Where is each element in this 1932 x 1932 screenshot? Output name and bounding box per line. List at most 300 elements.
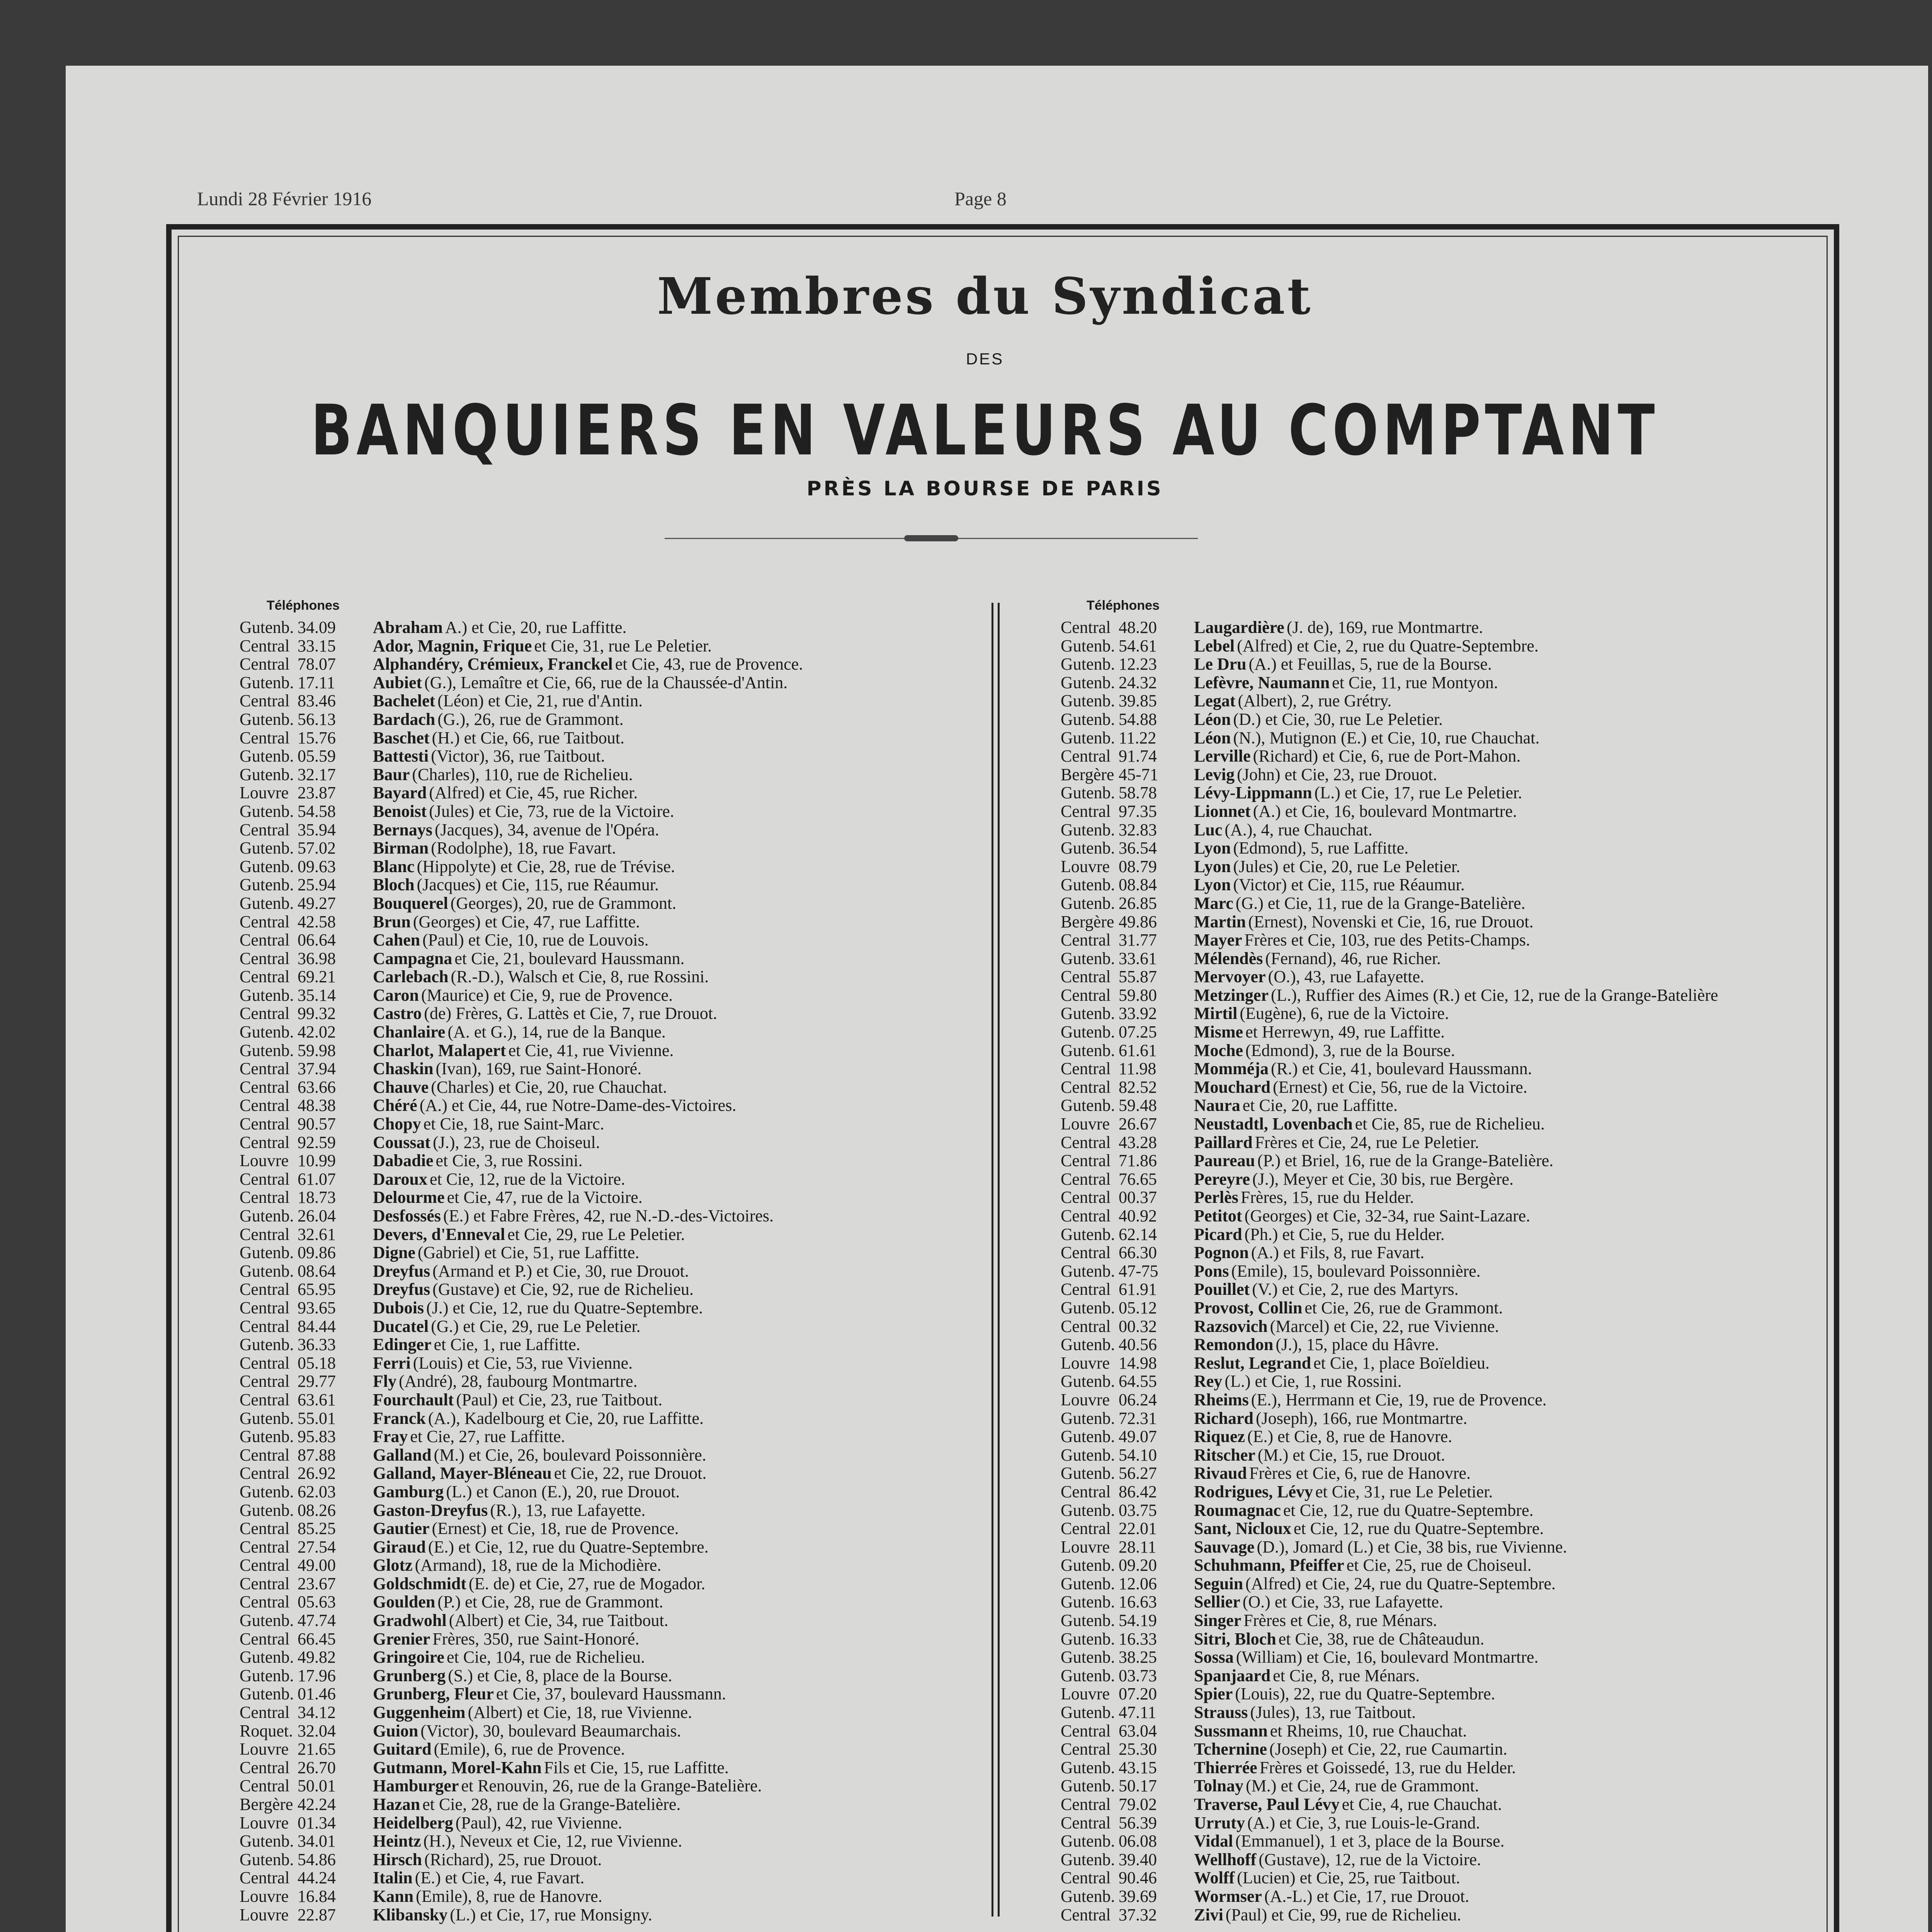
- member-row: [1061, 618, 1795, 637]
- exchange-name: Gutenb.: [1061, 655, 1115, 674]
- member-address: (D.) et Cie, 30, rue Le Peletier.: [1233, 709, 1443, 729]
- phone-number: 06.08: [1119, 1832, 1157, 1851]
- phone-number: 93.65: [298, 1298, 336, 1317]
- member-row: [1061, 1703, 1795, 1722]
- phone-number: 05.12: [1119, 1298, 1157, 1317]
- phone-number: 23.87: [298, 783, 336, 803]
- phone-number: 09.63: [298, 857, 336, 876]
- exchange-name: Gutenb.: [1061, 1611, 1115, 1630]
- member-name: Misme: [1194, 1022, 1243, 1042]
- member-row: [1061, 1648, 1795, 1667]
- member-row: [240, 1041, 974, 1060]
- member-address: et Cie, 26, rue de Grammont.: [1304, 1298, 1503, 1317]
- member-name: Chauve: [373, 1077, 429, 1097]
- member-entry: [373, 1740, 625, 1759]
- member-name: Grenier: [373, 1629, 430, 1648]
- member-name: Baschet: [373, 728, 430, 747]
- member-address: (A.), Kadelbourg et Cie, 20, rue Laffitte.: [428, 1408, 704, 1428]
- member-name: Fourchault: [373, 1390, 454, 1409]
- member-address: (Ivan), 169, rue Saint-Honoré.: [435, 1059, 642, 1078]
- exchange-name: Roquet.: [240, 1721, 293, 1740]
- member-entry: [1194, 949, 1441, 968]
- phone-number: 47-75: [1119, 1261, 1158, 1281]
- member-row: [240, 1446, 974, 1464]
- member-name: Pons: [1194, 1261, 1229, 1281]
- member-entry: [373, 1869, 584, 1887]
- member-entry: [1194, 1538, 1567, 1556]
- member-name: Metzinger: [1194, 985, 1269, 1005]
- exchange-name: Gutenb.: [1061, 893, 1115, 913]
- member-address: (Maurice) et Cie, 9, rue de Provence.: [421, 985, 673, 1005]
- exchange-name: Louvre: [240, 783, 289, 803]
- member-address: (Gustave), 12, rue de la Victoire.: [1259, 1850, 1481, 1869]
- member-address: (Emmanuel), 1 et 3, place de la Bourse.: [1235, 1832, 1505, 1851]
- member-address: et Cie, 37, boulevard Haussmann.: [496, 1684, 726, 1704]
- member-entry: [1194, 1004, 1449, 1023]
- exchange-name: Gutenb.: [1061, 1776, 1115, 1796]
- member-name: Razsovich: [1194, 1316, 1268, 1336]
- exchange-name: Gutenb.: [240, 1206, 294, 1225]
- member-entry: [1194, 1427, 1452, 1446]
- member-name: Delourme: [373, 1188, 445, 1207]
- member-row: [1061, 1446, 1795, 1464]
- member-row: [240, 1335, 974, 1354]
- member-entry: [373, 857, 675, 876]
- phone-number: 62.14: [1119, 1225, 1157, 1244]
- member-entry: [373, 1832, 682, 1850]
- member-entry: [1194, 821, 1372, 839]
- member-address: (R.) et Cie, 41, boulevard Haussmann.: [1271, 1059, 1532, 1078]
- member-entry: [373, 949, 684, 968]
- exchange-name: Gutenb.: [240, 857, 294, 876]
- member-row: [1061, 1538, 1795, 1556]
- member-address: (Alfred) et Cie, 45, rue Richer.: [429, 783, 638, 803]
- phone-number: 39.40: [1119, 1850, 1157, 1869]
- member-row: [240, 1023, 974, 1041]
- member-address: (J.), 23, rue de Choiseul.: [433, 1133, 600, 1152]
- phone-number: 12.06: [1119, 1574, 1157, 1593]
- member-entry: [373, 765, 633, 784]
- member-name: Carlebach: [373, 967, 449, 986]
- member-row: [1061, 931, 1795, 949]
- member-entry: [1194, 1611, 1437, 1630]
- member-entry: [1194, 1667, 1420, 1685]
- member-name: Rey: [1194, 1372, 1223, 1391]
- member-name: Luc: [1194, 820, 1223, 839]
- exchange-name: Gutenb.: [1061, 820, 1115, 839]
- exchange-name: Gutenb.: [1061, 838, 1115, 858]
- member-row: [240, 1151, 974, 1170]
- member-address: (Jacques), 34, avenue de l'Opéra.: [435, 820, 659, 839]
- member-row: [1061, 1887, 1795, 1906]
- exchange-name: Gutenb.: [1061, 1758, 1115, 1777]
- member-name: Vidal: [1194, 1832, 1233, 1851]
- exchange-name: Louvre: [1061, 1114, 1110, 1134]
- member-address: (Armand), 18, rue de la Michodière.: [415, 1556, 662, 1575]
- phone-number: 59.80: [1119, 985, 1157, 1005]
- member-address: et Cie, 11, rue Montyon.: [1332, 673, 1498, 692]
- member-row: [1061, 1243, 1795, 1262]
- member-row: [240, 931, 974, 949]
- exchange-name: Central: [1061, 1280, 1111, 1299]
- member-address: (Ernest) et Cie, 18, rue de Provence.: [432, 1519, 679, 1538]
- member-entry: [373, 1372, 638, 1391]
- member-entry: [1194, 913, 1533, 931]
- exchange-name: Gutenb.: [1061, 1445, 1115, 1464]
- member-address: (P.) et Briel, 16, rue de la Grange-Batelière.: [1257, 1151, 1554, 1170]
- member-address: (G.), Lemaître et Cie, 66, rue de la Chaussée-d'Antin.: [424, 673, 788, 692]
- member-address: et Cie, 28, rue de la Grange-Batelière.: [422, 1795, 681, 1814]
- exchange-name: Gutenb.: [240, 1261, 294, 1281]
- member-address: Fils et Cie, 15, rue Laffitte.: [544, 1758, 729, 1777]
- member-entry: [1194, 1869, 1460, 1887]
- member-address: (Eugène), 6, rue de la Victoire.: [1240, 1004, 1449, 1023]
- member-address: (André), 28, faubourg Montmartre.: [399, 1372, 638, 1391]
- member-entry: [373, 913, 640, 931]
- exchange-name: Central: [240, 1169, 290, 1189]
- member-address: (Victor), 30, boulevard Beaumarchais.: [420, 1721, 681, 1740]
- member-row: [240, 655, 974, 673]
- exchange-name: Central: [240, 655, 290, 674]
- phone-number: 32.04: [298, 1721, 336, 1740]
- member-address: (L.) et Cie, 17, rue Monsigny.: [450, 1905, 653, 1924]
- phone-number: 82.52: [1119, 1077, 1157, 1097]
- member-address: (M.) et Cie, 15, rue Drouot.: [1257, 1445, 1445, 1464]
- exchange-name: Gutenb.: [240, 1666, 294, 1685]
- member-address: (A.) et Cie, 3, rue Louis-le-Grand.: [1247, 1813, 1480, 1832]
- exchange-name: Gutenb.: [240, 1648, 294, 1667]
- member-entry: [1194, 1740, 1507, 1759]
- member-entry: [1194, 1777, 1479, 1795]
- member-entry: [373, 1722, 681, 1740]
- member-row: [240, 1207, 974, 1225]
- member-address: et Cie, 18, rue Saint-Marc.: [423, 1114, 604, 1134]
- member-name: Neustadtl, Lovenbach: [1194, 1114, 1353, 1134]
- member-entry: [373, 1427, 565, 1446]
- member-address: (William) et Cie, 16, boulevard Montmartre.: [1236, 1648, 1539, 1667]
- phone-number: 54.19: [1119, 1611, 1157, 1630]
- member-entry: [373, 1703, 692, 1722]
- member-row: [240, 1501, 974, 1520]
- member-address: (Georges), 20, rue de Grammont.: [450, 893, 677, 913]
- member-entry: [373, 1078, 667, 1097]
- phone-number: 49.27: [298, 893, 336, 913]
- member-entry: [373, 839, 616, 857]
- phone-number: 22.87: [298, 1905, 336, 1924]
- member-entry: [373, 894, 676, 913]
- member-address: (Jules) et Cie, 73, rue de la Victoire.: [429, 801, 674, 821]
- phone-number: 34.09: [298, 618, 336, 637]
- phone-number: 08.64: [298, 1261, 336, 1281]
- member-name: Tchernine: [1194, 1740, 1267, 1759]
- member-entry: [373, 747, 605, 765]
- phone-number: 03.75: [1119, 1500, 1157, 1520]
- member-row: [1061, 1722, 1795, 1740]
- member-entry: [1194, 1795, 1502, 1814]
- member-address: (Jacques) et Cie, 115, rue Réaumur.: [417, 875, 659, 895]
- member-row: [240, 1648, 974, 1667]
- member-row: [240, 1777, 974, 1795]
- exchange-name: Bergère: [1061, 765, 1114, 784]
- exchange-name: Gutenb.: [1061, 728, 1115, 747]
- member-name: Galland, Mayer-Bléneau: [373, 1464, 552, 1483]
- member-row: [1061, 747, 1795, 765]
- member-name: Hamburger: [373, 1776, 459, 1796]
- member-address: (Emile), 8, rue de Hanovre.: [416, 1886, 602, 1906]
- phone-number: 39.69: [1119, 1886, 1157, 1906]
- member-name: Pouillet: [1194, 1280, 1250, 1299]
- phone-number: 47.11: [1119, 1703, 1156, 1722]
- member-address: (Hippolyte) et Cie, 28, rue de Trévise.: [417, 857, 675, 876]
- member-row: [240, 1188, 974, 1207]
- member-row: [1061, 1777, 1795, 1795]
- phone-number: 63.61: [298, 1390, 336, 1409]
- phone-number: 40.56: [1119, 1335, 1157, 1354]
- member-name: Birman: [373, 838, 429, 858]
- member-name: Lyon: [1194, 857, 1231, 876]
- member-entry: [1194, 802, 1517, 821]
- phone-number: 59.48: [1119, 1096, 1157, 1115]
- member-address: Frères et Cie, 103, rue des Petits-Champs.: [1244, 930, 1530, 950]
- member-address: et Cie, 4, rue Chauchat.: [1342, 1795, 1502, 1814]
- member-address: (Charles) et Cie, 20, rue Chauchat.: [431, 1077, 667, 1097]
- member-address: et Cie, 20, rue Laffitte.: [1242, 1096, 1398, 1115]
- member-name: Seguin: [1194, 1574, 1243, 1593]
- member-address: (Rodolphe), 18, rue Favart.: [431, 838, 616, 858]
- member-row: [240, 1519, 974, 1538]
- phone-number: 36.54: [1119, 838, 1157, 858]
- exchange-name: Central: [240, 1280, 290, 1299]
- member-address: et Cie, 21, boulevard Haussmann.: [454, 949, 685, 968]
- exchange-name: Central: [1061, 1316, 1111, 1336]
- exchange-name: Central: [1061, 1243, 1111, 1262]
- member-name: Galland: [373, 1445, 432, 1464]
- member-address: (Edmond), 5, rue Laffitte.: [1233, 838, 1409, 858]
- member-address: (Fernand), 46, rue Richer.: [1265, 949, 1441, 968]
- exchange-name: Central: [240, 636, 290, 655]
- member-name: Picard: [1194, 1225, 1242, 1244]
- exchange-name: Central: [1061, 1151, 1111, 1170]
- phone-number: 79.02: [1119, 1795, 1157, 1814]
- phone-number: 32.83: [1119, 820, 1157, 839]
- member-name: Sossa: [1194, 1648, 1234, 1667]
- member-row: [1061, 839, 1795, 857]
- exchange-name: Central: [240, 1114, 290, 1134]
- phone-number: 35.14: [298, 985, 336, 1005]
- member-address: (D.), Jomard (L.) et Cie, 38 bis, rue Vivienne.: [1257, 1537, 1567, 1556]
- member-row: [1061, 1391, 1795, 1409]
- phone-number: 71.86: [1119, 1151, 1157, 1170]
- member-row: [240, 1372, 974, 1391]
- member-row: [240, 1630, 974, 1648]
- exchange-name: Gutenb.: [240, 1611, 294, 1630]
- member-address: (E.) et Cie, 4, rue Favart.: [415, 1868, 585, 1888]
- exchange-name: Central: [240, 820, 290, 839]
- member-name: Caron: [373, 985, 419, 1005]
- member-entry: [373, 637, 712, 655]
- phone-number: 63.04: [1119, 1721, 1157, 1740]
- member-address: (L.) et Cie, 1, rue Rossini.: [1225, 1372, 1402, 1391]
- phone-number: 26.67: [1119, 1114, 1157, 1134]
- member-entry: [1194, 655, 1492, 673]
- member-row: [1061, 1262, 1795, 1281]
- member-row: [240, 1611, 974, 1630]
- phone-number: 56.13: [298, 709, 336, 729]
- member-entry: [373, 692, 643, 710]
- member-entry: [1194, 1464, 1471, 1483]
- member-name: Dreyfus: [373, 1280, 430, 1299]
- exchange-name: Central: [240, 1445, 290, 1464]
- phone-number: 85.25: [298, 1519, 336, 1538]
- member-name: Blanc: [373, 857, 415, 876]
- member-name: Pereyre: [1194, 1169, 1250, 1189]
- exchange-name: Louvre: [1061, 1537, 1110, 1556]
- member-entry: [1194, 986, 1718, 1005]
- phone-number: 83.46: [298, 691, 336, 711]
- phone-number: 08.26: [298, 1500, 336, 1520]
- exchange-name: Central: [1061, 747, 1111, 766]
- member-entry: [1194, 1391, 1547, 1409]
- exchange-name: Gutenb.: [240, 893, 294, 913]
- exchange-name: Gutenb.: [240, 1850, 294, 1869]
- exchange-name: Central: [240, 1464, 290, 1483]
- member-name: Spier: [1194, 1684, 1233, 1704]
- phone-number: 54.10: [1119, 1445, 1157, 1464]
- exchange-name: Gutenb.: [1061, 1372, 1115, 1391]
- member-name: Hazan: [373, 1795, 420, 1814]
- exchange-name: Gutenb.: [1061, 1004, 1115, 1023]
- member-entry: [1194, 1850, 1481, 1869]
- member-row: [1061, 1004, 1795, 1023]
- member-address: (M.) et Cie, 26, boulevard Poissonnière.: [434, 1445, 706, 1464]
- member-address: (M.) et Cie, 24, rue de Grammont.: [1246, 1776, 1479, 1796]
- member-row: [1061, 1317, 1795, 1336]
- member-address: (Gabriel) et Cie, 51, rue Laffitte.: [418, 1243, 639, 1262]
- member-row: [1061, 1464, 1795, 1483]
- phone-number: 36.33: [298, 1335, 336, 1354]
- exchange-name: Central: [240, 1096, 290, 1115]
- member-name: Baur: [373, 765, 410, 784]
- member-address: (Emile), 6, rue de Provence.: [434, 1740, 625, 1759]
- member-address: (Edmond), 3, rue de la Bourse.: [1245, 1041, 1455, 1060]
- member-address: Frères et Goissedé, 13, rue du Helder.: [1259, 1758, 1516, 1777]
- exchange-name: Central: [1061, 1077, 1111, 1097]
- member-address: (Léon) et Cie, 21, rue d'Antin.: [437, 691, 643, 711]
- phone-number: 05.59: [298, 747, 336, 766]
- member-entry: [1194, 1225, 1445, 1244]
- member-entry: [373, 1409, 704, 1428]
- phone-number: 05.63: [298, 1592, 336, 1612]
- member-entry: [1194, 876, 1465, 894]
- member-name: Léon: [1194, 728, 1231, 747]
- member-name: Coussat: [373, 1133, 431, 1152]
- phone-number: 25.30: [1119, 1740, 1157, 1759]
- exchange-name: Louvre: [240, 1886, 289, 1906]
- exchange-name: Central: [240, 1188, 290, 1207]
- exchange-name: Louvre: [240, 1740, 289, 1759]
- member-row: [1061, 802, 1795, 821]
- exchange-name: Central: [240, 728, 290, 747]
- exchange-name: Gutenb.: [240, 838, 294, 858]
- member-entry: [373, 1795, 680, 1814]
- member-name: Paureau: [1194, 1151, 1255, 1170]
- member-entry: [1194, 1243, 1424, 1262]
- member-row: [1061, 1096, 1795, 1115]
- member-entry: [1194, 1299, 1503, 1317]
- member-address: (A.) et Cie, 44, rue Notre-Dame-des-Victoires.: [419, 1096, 736, 1115]
- member-entry: [373, 1850, 602, 1869]
- phone-number: 15.76: [298, 728, 336, 747]
- member-name: Gradwohl: [373, 1611, 447, 1630]
- member-address: (Georges) et Cie, 32-34, rue Saint-Lazare.: [1244, 1206, 1531, 1225]
- member-name: Moche: [1194, 1041, 1243, 1060]
- member-name: Abraham: [373, 618, 443, 637]
- member-row: [1061, 1795, 1795, 1814]
- member-name: Remondon: [1194, 1335, 1274, 1354]
- member-entry: [373, 1225, 685, 1244]
- member-entry: [373, 876, 659, 894]
- telephones-header-right: Téléphones: [1087, 598, 1160, 613]
- member-row: [1061, 1501, 1795, 1520]
- exchange-name: Gutenb.: [240, 1408, 294, 1428]
- member-row: [240, 1317, 974, 1336]
- member-row: [240, 968, 974, 986]
- member-row: [1061, 1556, 1795, 1575]
- member-row: [1061, 1832, 1795, 1850]
- member-name: Klibansky: [373, 1905, 448, 1924]
- member-entry: [1194, 1041, 1455, 1060]
- member-row: [240, 876, 974, 894]
- phone-number: 17.96: [298, 1666, 336, 1685]
- phone-number: 65.95: [298, 1280, 336, 1299]
- member-entry: [1194, 710, 1443, 729]
- members-list-left: [240, 618, 974, 1924]
- member-entry: [1194, 747, 1520, 765]
- member-address: et Rheims, 10, rue Chauchat.: [1270, 1721, 1467, 1740]
- member-entry: [373, 1170, 625, 1189]
- exchange-name: Gutenb.: [240, 1335, 294, 1354]
- exchange-name: Bergère: [1061, 912, 1114, 931]
- member-name: Wellhoff: [1194, 1850, 1257, 1869]
- exchange-name: Gutenb.: [1061, 1648, 1115, 1667]
- member-address: (Jules) et Cie, 20, rue Le Peletier.: [1233, 857, 1461, 876]
- member-row: [240, 1575, 974, 1593]
- member-name: Lyon: [1194, 875, 1231, 895]
- member-row: [1061, 1685, 1795, 1703]
- member-address: (H.) et Cie, 66, rue Taitbout.: [432, 728, 624, 747]
- member-address: (Jules), 13, rue Taitbout.: [1250, 1703, 1416, 1722]
- member-name: Bachelet: [373, 691, 435, 711]
- member-entry: [1194, 968, 1424, 986]
- phone-number: 06.64: [298, 930, 336, 950]
- member-entry: [1194, 1887, 1469, 1906]
- member-entry: [373, 1501, 645, 1520]
- member-entry: [1194, 857, 1460, 876]
- member-address: et Cie, 41, rue Vivienne.: [508, 1041, 674, 1060]
- member-entry: [373, 821, 659, 839]
- member-address: (Ernest), Novenski et Cie, 16, rue Drouot.: [1248, 912, 1534, 931]
- phone-number: 49.82: [298, 1648, 336, 1667]
- member-address: (H.), Neveux et Cie, 12, rue Vivienne.: [423, 1832, 682, 1851]
- exchange-name: Gutenb.: [1061, 1832, 1115, 1851]
- member-entry: [373, 1483, 680, 1501]
- member-entry: [1194, 1906, 1461, 1924]
- member-address: (L.), Ruffier des Aimes (R.) et Cie, 12, rue de la Grange-Batelière: [1271, 985, 1718, 1005]
- phone-number: 27.54: [298, 1537, 336, 1556]
- member-entry: [1194, 1280, 1459, 1299]
- phone-number: 34.01: [298, 1832, 336, 1851]
- member-entry: [373, 1887, 602, 1906]
